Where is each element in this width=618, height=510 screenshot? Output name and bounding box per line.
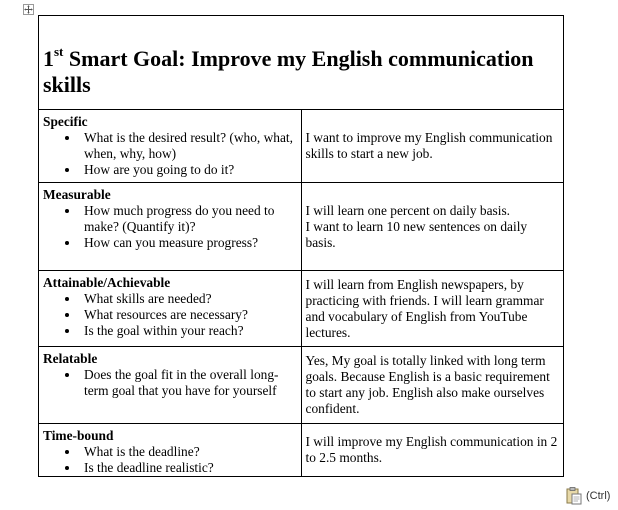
- question-item: Is the deadline realistic?: [84, 460, 297, 476]
- question-item: How are you going to do it?: [84, 162, 297, 178]
- question-item: What is the desired result? (who, what, when, why, how): [84, 130, 297, 162]
- answer-text: I will learn one percent on daily basis.: [305, 202, 511, 218]
- title-ordinal-number: 1: [43, 46, 54, 71]
- table-row-attainable: [39, 271, 564, 347]
- title-row: [39, 16, 564, 110]
- table-move-handle[interactable]: [23, 4, 34, 15]
- answer-text: Yes, My goal is totally linked with long term goals. Because English is a basic requirement to start any job. English also make ourselves confident.: [305, 353, 550, 416]
- smart-goal-table: [38, 15, 564, 477]
- category-label: Time-bound: [43, 428, 114, 443]
- question-item: How can you measure progress?: [84, 235, 297, 251]
- question-item: Does the goal fit in the overall long-term goal that you have for yourself: [84, 367, 297, 399]
- table-row-measurable: [39, 183, 564, 271]
- table-row-relatable: [39, 347, 564, 424]
- question-item: What skills are needed?: [84, 291, 297, 307]
- question-list: [43, 203, 297, 251]
- answer-cell: [301, 424, 564, 477]
- title-cell: [39, 16, 564, 110]
- question-item: Is the goal within your reach?: [84, 323, 297, 339]
- answer-cell: [301, 271, 564, 347]
- answer-cell: [301, 347, 564, 424]
- category-label: Attainable/Achievable: [43, 275, 171, 290]
- answer-cell: [301, 110, 564, 183]
- answer-text: I want to improve my English communication skills to start a new job.: [305, 130, 553, 161]
- table-row-specific: [39, 110, 564, 183]
- criteria-cell: [39, 347, 302, 424]
- question-list: [43, 130, 297, 178]
- answer-text: I want to learn 10 new sentences on daily basis.: [305, 218, 528, 250]
- move-icon: [24, 5, 33, 14]
- question-item: How much progress do you need to make? (Quantify it)?: [84, 203, 297, 235]
- category-label: Specific: [43, 114, 88, 129]
- title-text: Smart Goal: Improve my English communication skills: [43, 46, 534, 97]
- question-list: [43, 291, 297, 339]
- question-list: [43, 444, 297, 476]
- answer-cell: [301, 183, 564, 271]
- title-ordinal-suffix: st: [54, 43, 64, 59]
- page-title: [43, 16, 559, 98]
- clipboard-icon: [564, 486, 584, 506]
- category-label: Relatable: [43, 351, 98, 366]
- paste-options-button[interactable]: [564, 485, 618, 507]
- question-item: What resources are necessary?: [84, 307, 297, 323]
- table-row-time-bound: [39, 424, 564, 477]
- criteria-cell: [39, 424, 302, 477]
- criteria-cell: [39, 183, 302, 271]
- paste-options-label: (Ctrl): [586, 490, 611, 502]
- question-item: What is the deadline?: [84, 444, 297, 460]
- criteria-cell: [39, 110, 302, 183]
- question-list: [43, 367, 297, 399]
- answer-text: I will improve my English communication in 2 to 2.5 months.: [305, 434, 558, 465]
- criteria-cell: [39, 271, 302, 347]
- answer-text: I will learn from English newspapers, by practicing with friends. I will learn grammar and vocabulary of English from YouTube lectures.: [305, 276, 544, 340]
- category-label: Measurable: [43, 187, 111, 202]
